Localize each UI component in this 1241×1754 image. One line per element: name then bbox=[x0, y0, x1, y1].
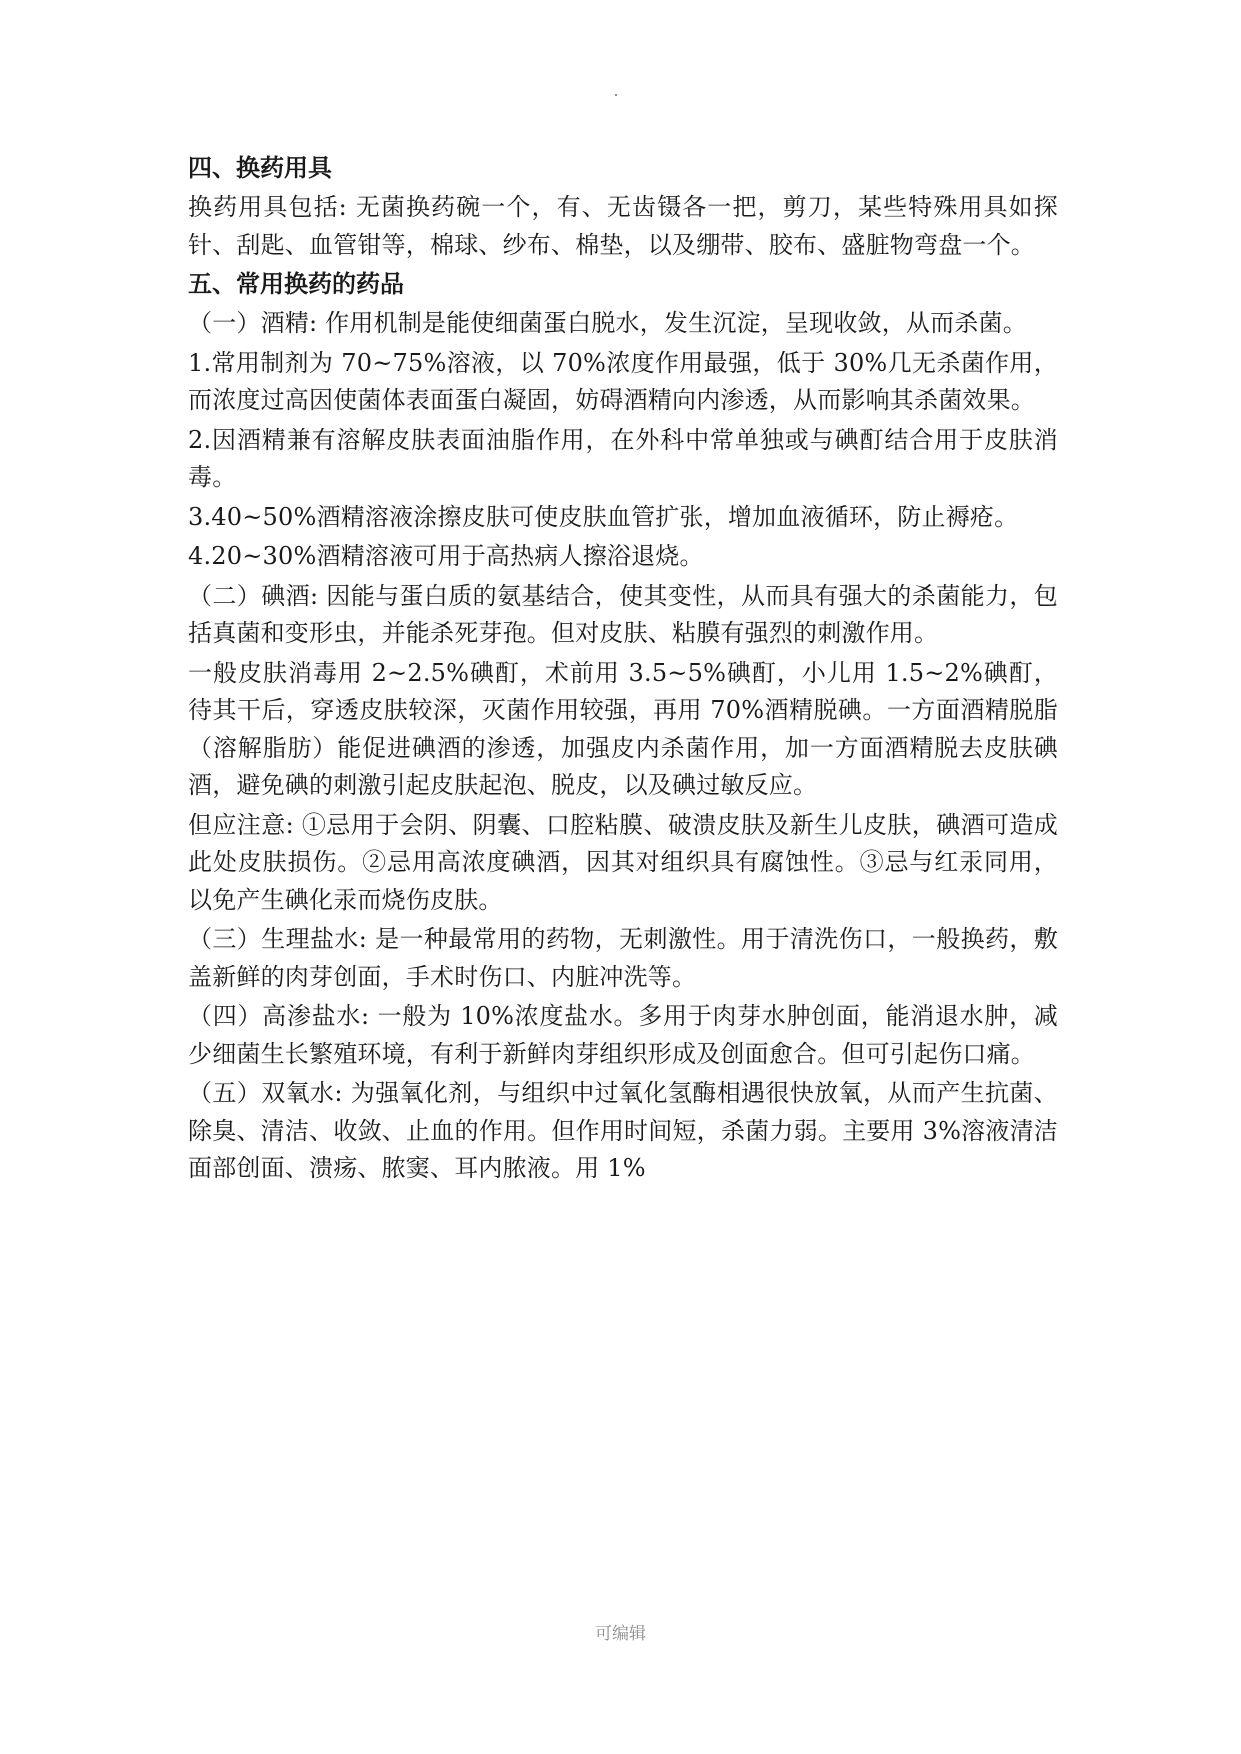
paragraph-iodine-cautions: 但应注意: ①忌用于会阴、阴囊、口腔粘膜、破溃皮肤及新生儿皮肤，碘酒可造成此处皮肤损伤。②忌用高浓度碘酒，因其对组织具有腐蚀性。③忌与红汞同用，以免产生碘化汞而烧伤皮肤。 bbox=[188, 810, 1058, 914]
paragraph-hydrogen-peroxide: （五）双氧水: 为强氧化剂，与组织中过氧化氢酶相遇很快放氧，从而产生抗菌、除臭、清洁、收敛、止血的作用。但作用时间短，杀菌力弱。主要用 3%溶液清洁面部创面、溃疡、脓窦、耳内脓液。用 1% bbox=[188, 1079, 1058, 1182]
paragraph-tools-list: 换药用具包括: 无菌换药碗一个，有、无齿镊各一把，剪刀，某些特殊用具如探针、刮匙、血管钳等，棉球、纱布、棉垫，以及绷带、胶布、盛脏物弯盘一个。 bbox=[188, 193, 1058, 259]
paragraph-alcohol-3: 3.40~50%酒精溶液涂擦皮肤可使皮肤血管扩张，增加血液循环，防止褥疮。 bbox=[188, 502, 1019, 531]
page-footer: 可编辑 bbox=[595, 1624, 646, 1644]
paragraph-alcohol-2: 2.因酒精兼有溶解皮肤表面油脂作用，在外科中常单独或与碘酊结合用于皮肤消毒。 bbox=[188, 425, 1058, 491]
paragraph-iodine-intro: （二）碘酒: 因能与蛋白质的氨基结合，使其变性，从而具有强大的杀菌能力，包括真菌和变形虫，并能杀死芽孢。但对皮肤、粘膜有强烈的刺激作用。 bbox=[188, 581, 1058, 647]
section-heading-medicines: 五、常用换药的药品 bbox=[188, 270, 404, 298]
paragraph-saline: （三）生理盐水: 是一种最常用的药物，无刺激性。用于清洗伤口，一般换药，敷盖新鲜的肉芽创面，手术时伤口、内脏冲洗等。 bbox=[188, 925, 1058, 991]
section-heading-tools: 四、换药用具 bbox=[188, 154, 332, 182]
document-body bbox=[188, 150, 1058, 1190]
page-marker-dot bbox=[615, 94, 617, 96]
paragraph-alcohol-4: 4.20~30%酒精溶液可用于高热病人擦浴退烧。 bbox=[188, 542, 704, 570]
paragraph-hypertonic-saline: （四）高渗盐水: 一般为 10%浓度盐水。多用于肉芽水肿创面，能消退水肿，减少细菌生长繁殖环境，有利于新鲜肉芽组织形成及创面愈合。但可引起伤口痛。 bbox=[188, 1002, 1058, 1068]
paragraph-iodine-usage: 一般皮肤消毒用 2~2.5%碘酊，术前用 3.5~5%碘酊，小儿用 1.5~2%碘酊，待其干后，穿透皮肤较深，灭菌作用较强，再用 70%酒精脱碘。一方面酒精脱脂（溶解脂肪）能促进碘酒的渗透，加强皮内杀菌作用，加一方面酒精脱去皮肤碘酒，避免碘的刺激引起皮肤起泡、脱皮，以及碘过敏反应。 bbox=[188, 658, 1058, 799]
paragraph-alcohol-1: 1.常用制剂为 70~75%溶液，以 70%浓度作用最强，低于 30%几无杀菌作用，而浓度过高因使菌体表面蛋白凝固，妨碍酒精向内渗透，从而影响其杀菌效果。 bbox=[188, 348, 1058, 414]
paragraph-alcohol-intro: （一）酒精: 作用机制是能使细菌蛋白脱水，发生沉淀，呈现收敛，从而杀菌。 bbox=[188, 309, 1027, 337]
